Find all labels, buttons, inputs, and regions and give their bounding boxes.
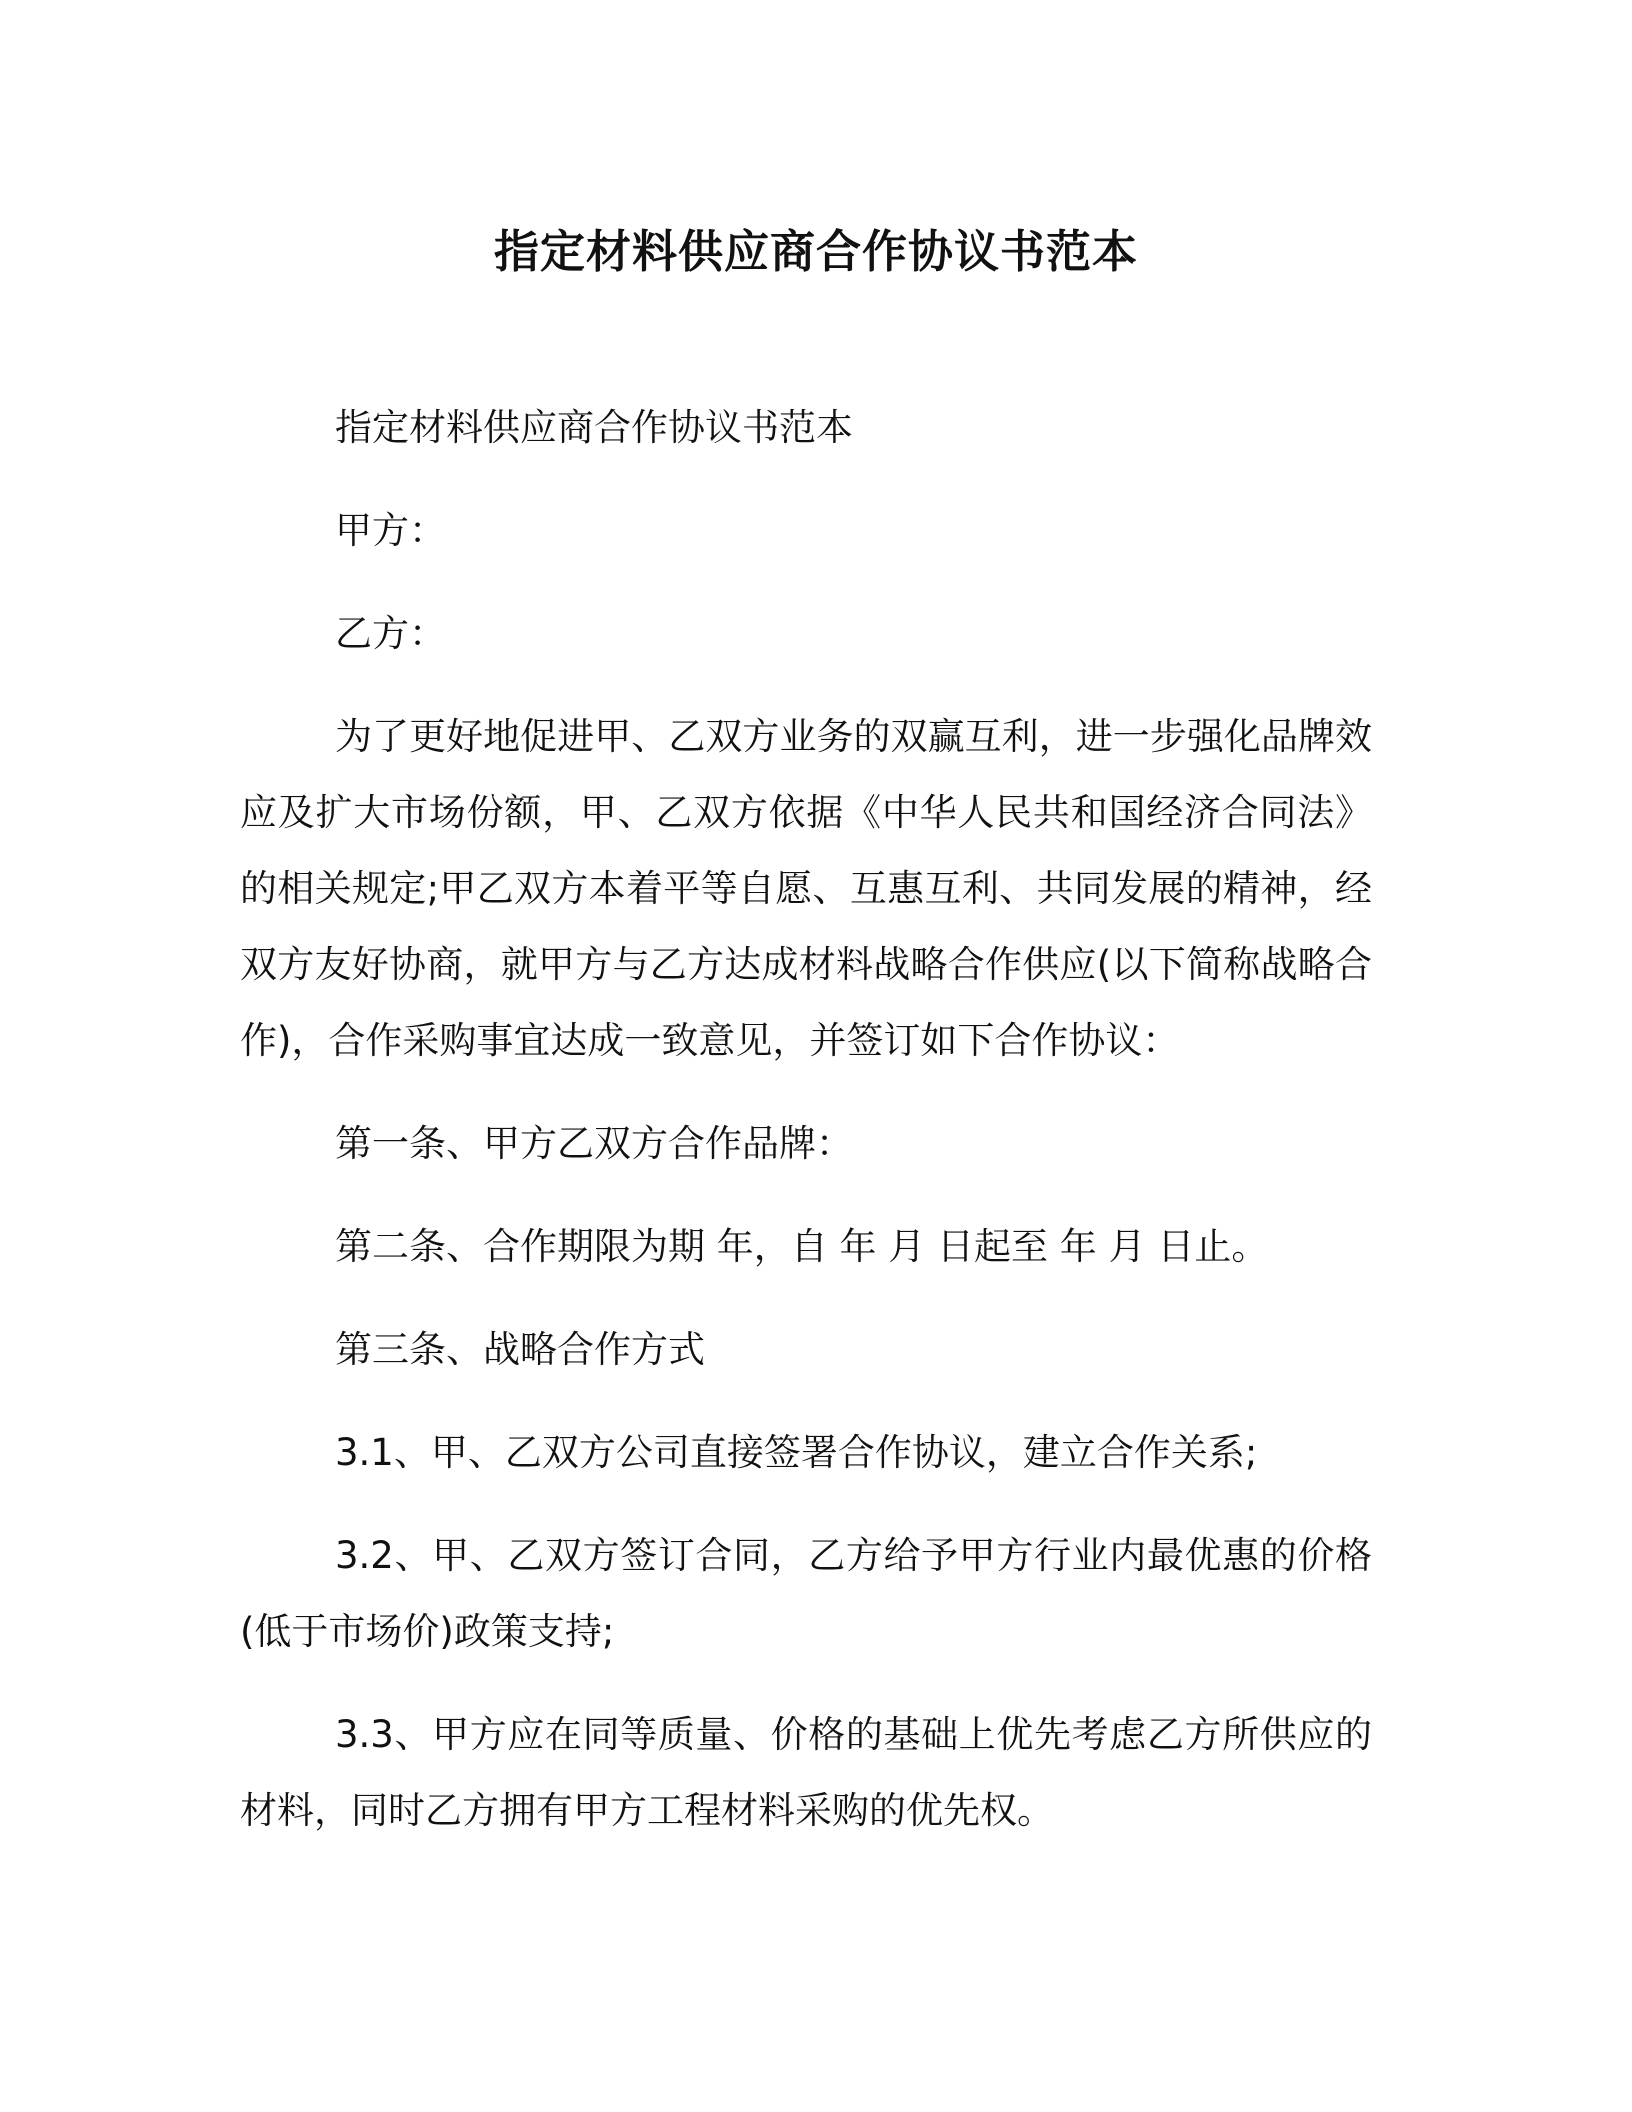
paragraph-party-b: 乙方： xyxy=(335,612,446,655)
paragraph-clause-3-1: 3.1、甲、乙双方公司直接签署合作协议，建立合作关系; xyxy=(335,1431,1258,1474)
document-body xyxy=(240,390,1372,1876)
paragraph-preamble: 为了更好地促进甲、乙双方业务的双赢互利，进一步强化品牌效应及扩大市场份额，甲、乙双方依据《中华人民共和国经济合同法》的相关规定;甲乙双方本着平等自愿、互惠互利、共同发展的精神，经双方友好协商，就甲方与乙方达成材料战略合作供应(以下简称战略合作)，合作采购事宜达成一致意见，并签订如下合作协议： xyxy=(240,715,1372,1062)
paragraph-party-a: 甲方： xyxy=(335,509,446,552)
paragraph-article-1: 第一条、甲方乙双方合作品牌： xyxy=(335,1122,853,1165)
paragraph-article-2: 第二条、合作期限为期 年，自 年 月 日起至 年 月 日止。 xyxy=(335,1225,1269,1268)
paragraph-clause-3-3: 3.3、甲方应在同等质量、价格的基础上优先考虑乙方所供应的材料，同时乙方拥有甲方工程材料采购的优先权。 xyxy=(240,1713,1372,1832)
paragraph-clause-3-2: 3.2、甲、乙双方签订合同，乙方给予甲方行业内最优惠的价格(低于市场价)政策支持; xyxy=(240,1534,1372,1653)
document-title: 指定材料供应商合作协议书范本 xyxy=(493,225,1138,278)
paragraph-heading: 指定材料供应商合作协议书范本 xyxy=(335,406,853,449)
paragraph-article-3: 第三条、战略合作方式 xyxy=(335,1328,705,1371)
